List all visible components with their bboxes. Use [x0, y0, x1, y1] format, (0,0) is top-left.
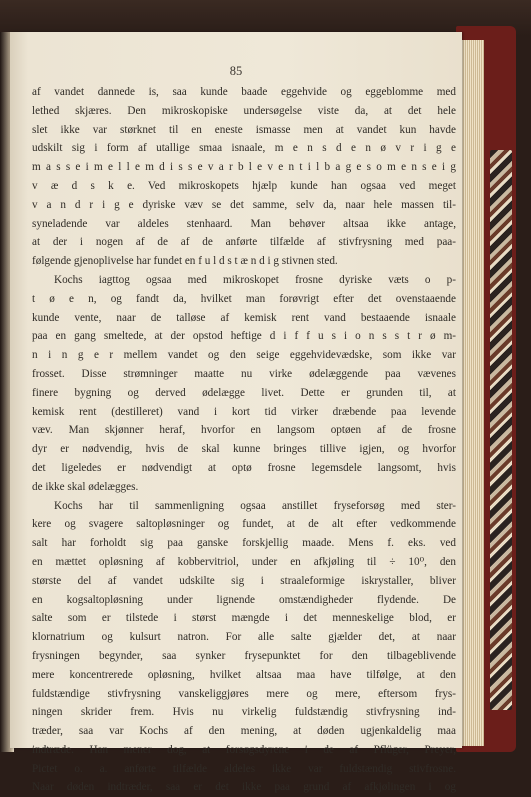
text-line: mere koncentrerede opløsning, hvilket altsaa maa have tilfølge, at den [32, 668, 456, 681]
text-line: en kogsaltopløsning under lignende omstændigheder flydende. De [32, 593, 456, 606]
text-line: kere og svagere saltopløsninger og fundet, at de alt efter vedkommende [32, 518, 456, 531]
text-line: klornatrium og kulsurt natron. For alle salte gjælder det, at naar [32, 631, 456, 644]
text-line: største del af vandet udskilte sig i straaleformige iskrystaller, bliver [32, 574, 456, 587]
text-line: lethed skjæres. Den mikroskopiske undersøgelse viste da, at det hele [32, 104, 456, 117]
backdrop [0, 0, 531, 36]
text-line: Naar døden indtræder, saa er det ikke paa grund af afkjølingen i og [32, 781, 456, 794]
marbled-edge [490, 150, 512, 710]
book-page [10, 32, 462, 794]
text-line: udskilt sig i form af utallige smaa isnaale, m e n s d e n ø v r i g e [32, 142, 456, 155]
text-line: slet ikke var størknet til en eneste ismasse men at vandet kun havde [32, 123, 456, 136]
text-line: v æ d s k e. Ved mikroskopets hjælp kunde han ogsaa ved meget [32, 179, 456, 192]
text-line: dyr er nødvendig, hvis de skal kunne bringes tillive igjen, og hvorfor [32, 443, 456, 456]
text-line: Pictet o. a. anførte tilfælde aldeles ikke var fuldstændig stivfrosne. [32, 762, 456, 775]
text-line: det ligeledes er nødvendigt at optø frosne legemsdele langsomt, hvis [32, 461, 456, 474]
text-line: m a s s e i m e l l e m d i s s e v a r b l e v e n t i l b a g e s o m e n s e i g [32, 161, 456, 174]
text-line: salt har forholdt sig paa ganske forskjellig maade. Mens f. eks. ved [32, 537, 456, 550]
text-line: af vandet dannede is, saa kunde baade eggehvide og eggeblomme med [32, 86, 456, 98]
text-line: kemisk rent (destilleret) vand i kort tid virker dræbende paa levende [32, 405, 456, 418]
text-line: frosset. Disse strømninger maatte nu virke ødelæggende paa vævenes [32, 367, 456, 380]
text-line: syneladende var aldeles stenhaard. Man behøver altsaa ikke antage, [32, 217, 456, 230]
page-number: 85 [229, 64, 243, 78]
text-line: ningen skrider frem. Hvis nu virkelig fuldstændig stivfrysning ind- [32, 706, 456, 719]
text-line: væv. Man skjønner heraf, hvorfor en langsom optøen af de frosne [32, 424, 456, 437]
text-line: de ikke skal ødelægges. [32, 480, 139, 493]
text-line: en mættet opløsning af kobbervitriol, under en afkjøling til ÷ 10⁰, den [32, 555, 456, 568]
text-line: paa en gang smeltede, at der opstod heftige d i f f u s i o n s s t r ø m- [32, 330, 456, 343]
text-line: kunde vente, naar de talløse af kemisk rent vand bestaaende isnaale [32, 311, 456, 324]
text-line: følgende gjenoplivelse har fundet en f u l d s t æ n d i g stivnen sted. [32, 255, 338, 268]
text-line: v a n d r i g e dyriske væv se det samme, selv da, naar hele massen til- [32, 198, 456, 211]
text-line: træder, saa var Kochs af den mening, at døden ugjenkaldelig maa [32, 725, 456, 738]
text-line: fuldstændige stivfrysning vanskeliggjøres mere og mere, eftersom frys- [32, 687, 456, 700]
text-line: salte som er tilstede i størst mængde i det menneskelige blod, er [32, 612, 456, 625]
text-line: n i n g e r mellem vandet og den seige eggehvidevædske, som ikke var [32, 349, 456, 362]
text-line: Kochs iagttog ogsaa med mikroskopet frosne dyriske væts o p- [54, 273, 456, 286]
text-line: at der i nogen af de af de anførte tilfælde af stivfrysning med paa- [32, 236, 456, 249]
text-line: finere bygning og derved ødelægge livet. Dette er grunden til, at [32, 386, 456, 399]
text-line: indtræde. Han mener dog, at forsøgsdyrene i de af Pflüger, Preyer, [32, 743, 456, 756]
text-line: t ø e n, og fandt da, hvilket man forøvrigt efter det ovenstaaende [32, 292, 456, 305]
text-line: Kochs har til sammenligning ogsaa anstillet fryseforsøg med ster- [54, 499, 456, 512]
body-text [32, 83, 456, 797]
text-line: frysningen begynder, saa synker frysepunktet for den tilbageblivende [32, 649, 456, 662]
